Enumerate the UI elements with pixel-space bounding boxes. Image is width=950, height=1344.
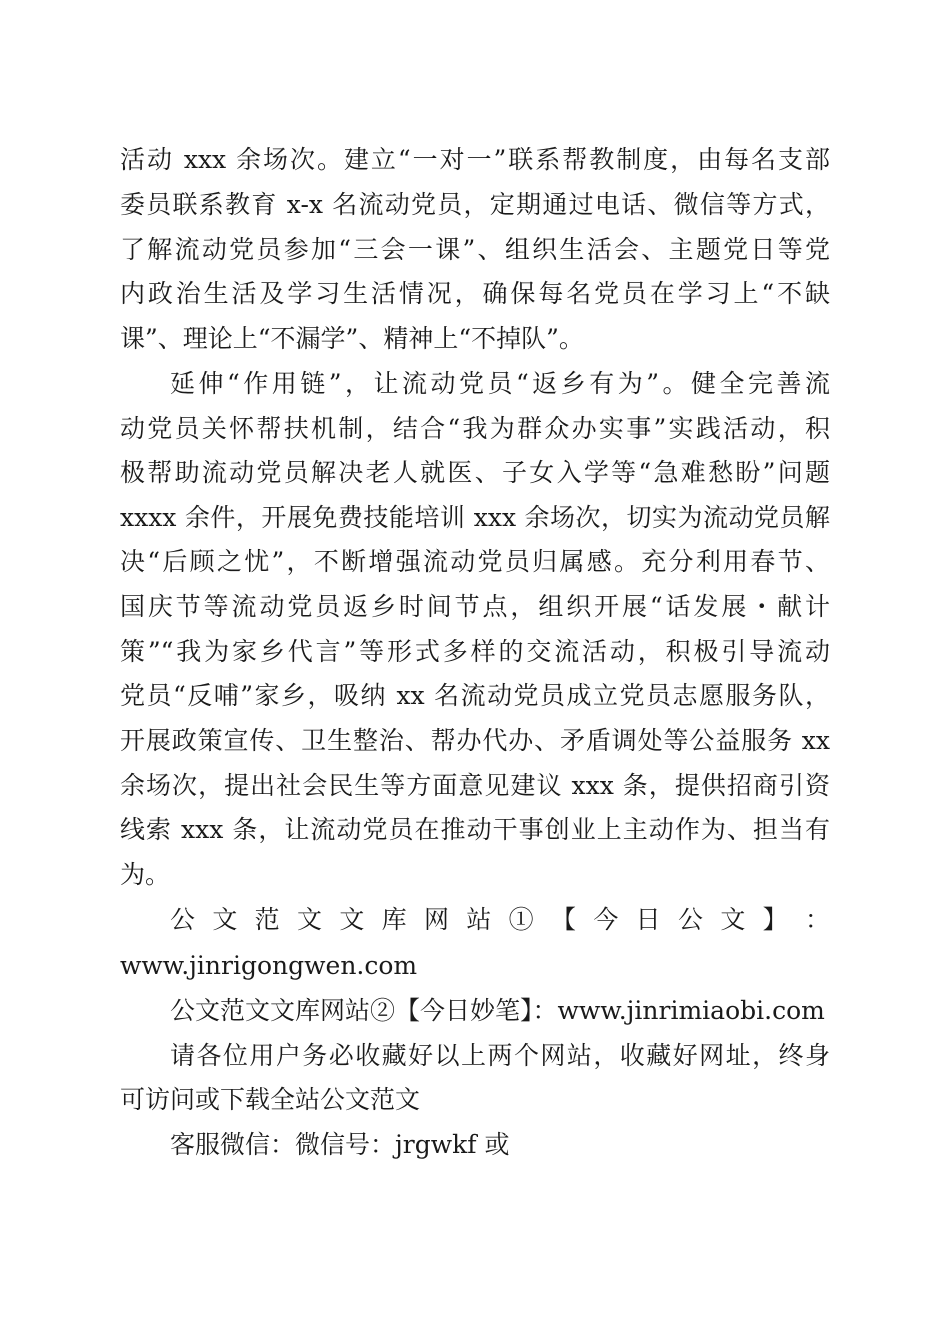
paragraph-1-line-4: 内政治生活及学习生活情况，确保每名党员在学习上“不缺 bbox=[120, 279, 830, 308]
paragraph-2-line-8: 党员“反哺”家乡，吸纳 xx 名流动党员成立党员志愿服务队， bbox=[120, 681, 830, 710]
paragraph-2-line-6: 国庆节等流动党员返乡时间节点，组织开展“话发展・献计 bbox=[120, 592, 830, 621]
service-wechat-line: 客服微信：微信号：jrgwkf 或 bbox=[170, 1130, 510, 1159]
paragraph-2-line-12: 为。 bbox=[120, 860, 171, 889]
paragraph-2-line-9: 开展政策宣传、卫生整治、帮办代办、矛盾调处等公益服务 xx bbox=[120, 726, 830, 755]
paragraph-2-line-5: 决“后顾之忧”，不断增强流动党员归属感。充分利用春节、 bbox=[120, 547, 830, 576]
notice-line-1: 请各位用户务必收藏好以上两个网站，收藏好网址，终身 bbox=[170, 1041, 830, 1070]
paragraph-2-line-7: 策”“我为家乡代言”等形式多样的交流活动，积极引导流动 bbox=[120, 637, 830, 666]
paragraph-2-line-10: 余场次，提出社会民生等方面意见建议 xxx 条，提供招商引资 bbox=[120, 771, 830, 800]
paragraph-2-line-11: 线索 xxx 条，让流动党员在推动干事创业上主动作为、担当有 bbox=[120, 815, 830, 844]
paragraph-1-line-2: 委员联系教育 x-x 名流动党员，定期通过电话、微信等方式， bbox=[120, 190, 830, 219]
paragraph-2-line-1: 延伸“作用链”，让流动党员“返乡有为”。健全完善流 bbox=[170, 369, 830, 398]
site-1-label: 公 文 范 文 文 库 网 站 ① 【 今 日 公 文 】 ： bbox=[170, 905, 830, 934]
site-2-line[interactable]: 公文范文文库网站②【今日妙笔】：www.jinrimiaobi.com bbox=[170, 996, 825, 1025]
paragraph-2-line-3: 极帮助流动党员解决老人就医、子女入学等“急难愁盼”问题 bbox=[120, 458, 830, 487]
paragraph-1-line-3: 了解流动党员参加“三会一课”、组织生活会、主题党日等党 bbox=[120, 235, 830, 264]
paragraph-2-line-2: 动党员关怀帮扶机制，结合“我为群众办实事”实践活动，积 bbox=[120, 414, 830, 443]
paragraph-2-line-4: xxxx 余件，开展免费技能培训 xxx 余场次，切实为流动党员解 bbox=[120, 503, 830, 532]
paragraph-1-line-5: 课”、理论上“不漏学”、精神上“不掉队”。 bbox=[120, 324, 584, 353]
paragraph-1-line-1: 活动 xxx 余场次。建立“一对一”联系帮教制度，由每名支部 bbox=[120, 145, 830, 174]
notice-line-2: 可访问或下载全站公文范文 bbox=[120, 1085, 421, 1114]
site-1-url[interactable]: www.jinrigongwen.com bbox=[120, 951, 418, 980]
